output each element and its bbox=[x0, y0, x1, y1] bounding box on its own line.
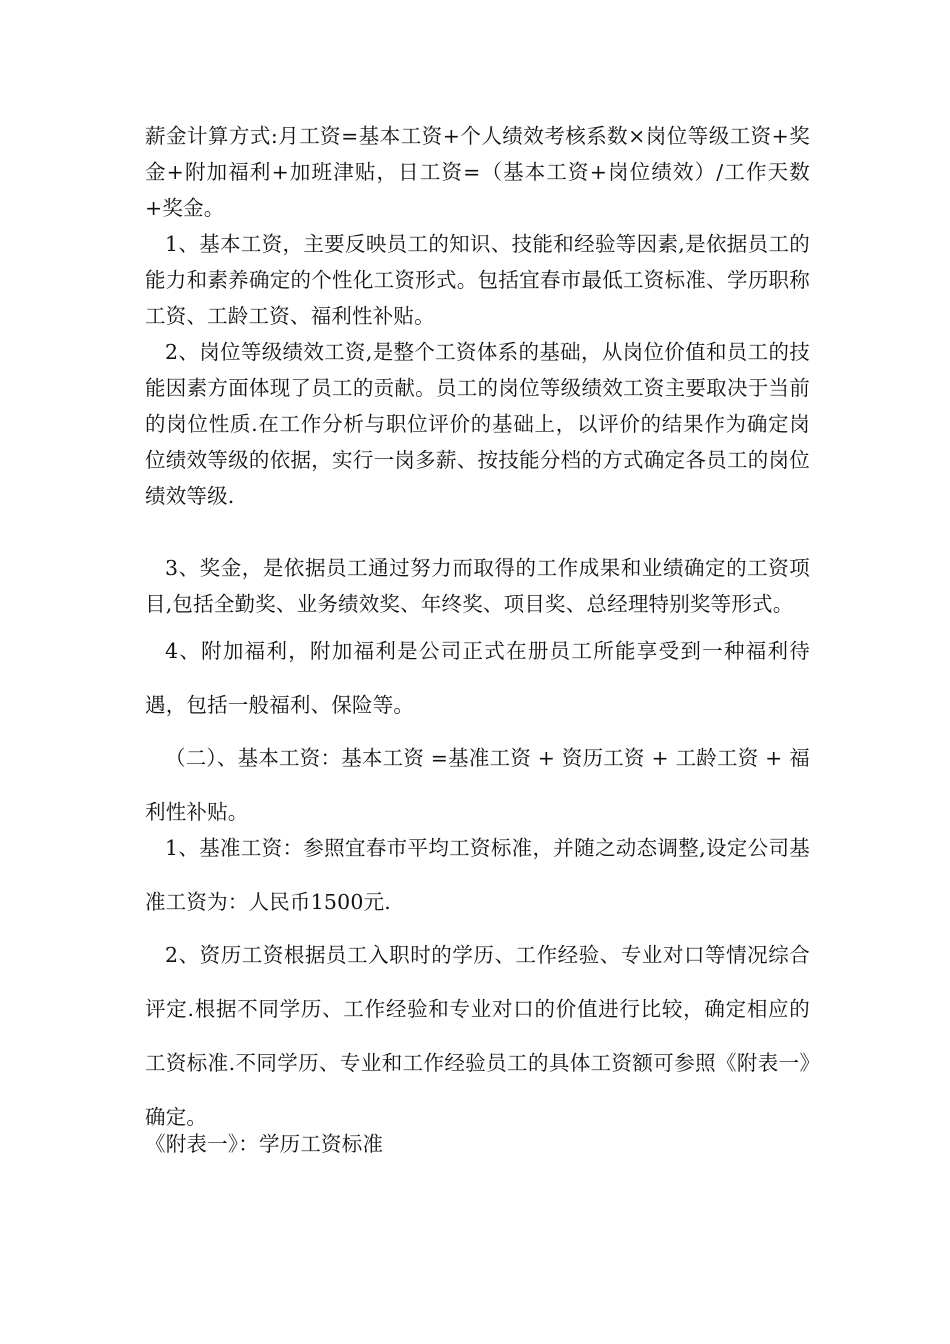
section-two-basic-salary: （二）、基本工资：基本工资 =基准工资 + 资历工资 + 工龄工资 + 福利性补贴。 bbox=[145, 746, 810, 824]
appendix-table-title: 《附表一》：学历工资标准 bbox=[145, 1132, 384, 1156]
additional-benefits-paragraph: 4、附加福利，附加福利是公司正式在册员工所能享受到一种福利待遇，包括一般福利、保险等。 bbox=[145, 639, 810, 717]
base-wage-paragraph: 1、基准工资：参照宜春市平均工资标准，并随之动态调整,设定公司基准工资为：人民币1500元. bbox=[145, 836, 810, 914]
position-grade-paragraph: 2、岗位等级绩效工资,是整个工资体系的基础，从岗位价值和员工的技能因素方面体现了员工的贡献。员工的岗位等级绩效工资主要取决于当前的岗位性质.在工作分析与职位评价的基础上，以评价的结果作为确定岗位绩效等级的依据，实行一岗多薪、按技能分档的方式确定各员工的岗位绩效等级. bbox=[145, 340, 810, 508]
seniority-wage-paragraph: 2、资历工资根据员工入职时的学历、工作经验、专业对口等情况综合评定.根据不同学历、工作经验和专业对口的价值进行比较，确定相应的工资标准.不同学历、专业和工作经验员工的具体工资额可参照《附表一》确定。 bbox=[145, 943, 810, 1129]
salary-formula-paragraph: 薪金计算方式:月工资=基本工资+个人绩效考核系数×岗位等级工资+奖金+附加福利+加班津贴，日工资=（基本工资+岗位绩效）/工作天数+奖金。 bbox=[145, 124, 810, 220]
bonus-paragraph: 3、奖金，是依据员工通过努力而取得的工作成果和业绩确定的工资项目,包括全勤奖、业务绩效奖、年终奖、项目奖、总经理特别奖等形式。 bbox=[145, 556, 810, 616]
basic-salary-paragraph: 1、基本工资，主要反映员工的知识、技能和经验等因素,是依据员工的能力和素养确定的个性化工资形式。包括宜春市最低工资标准、学历职称工资、工龄工资、福利性补贴。 bbox=[145, 232, 810, 328]
